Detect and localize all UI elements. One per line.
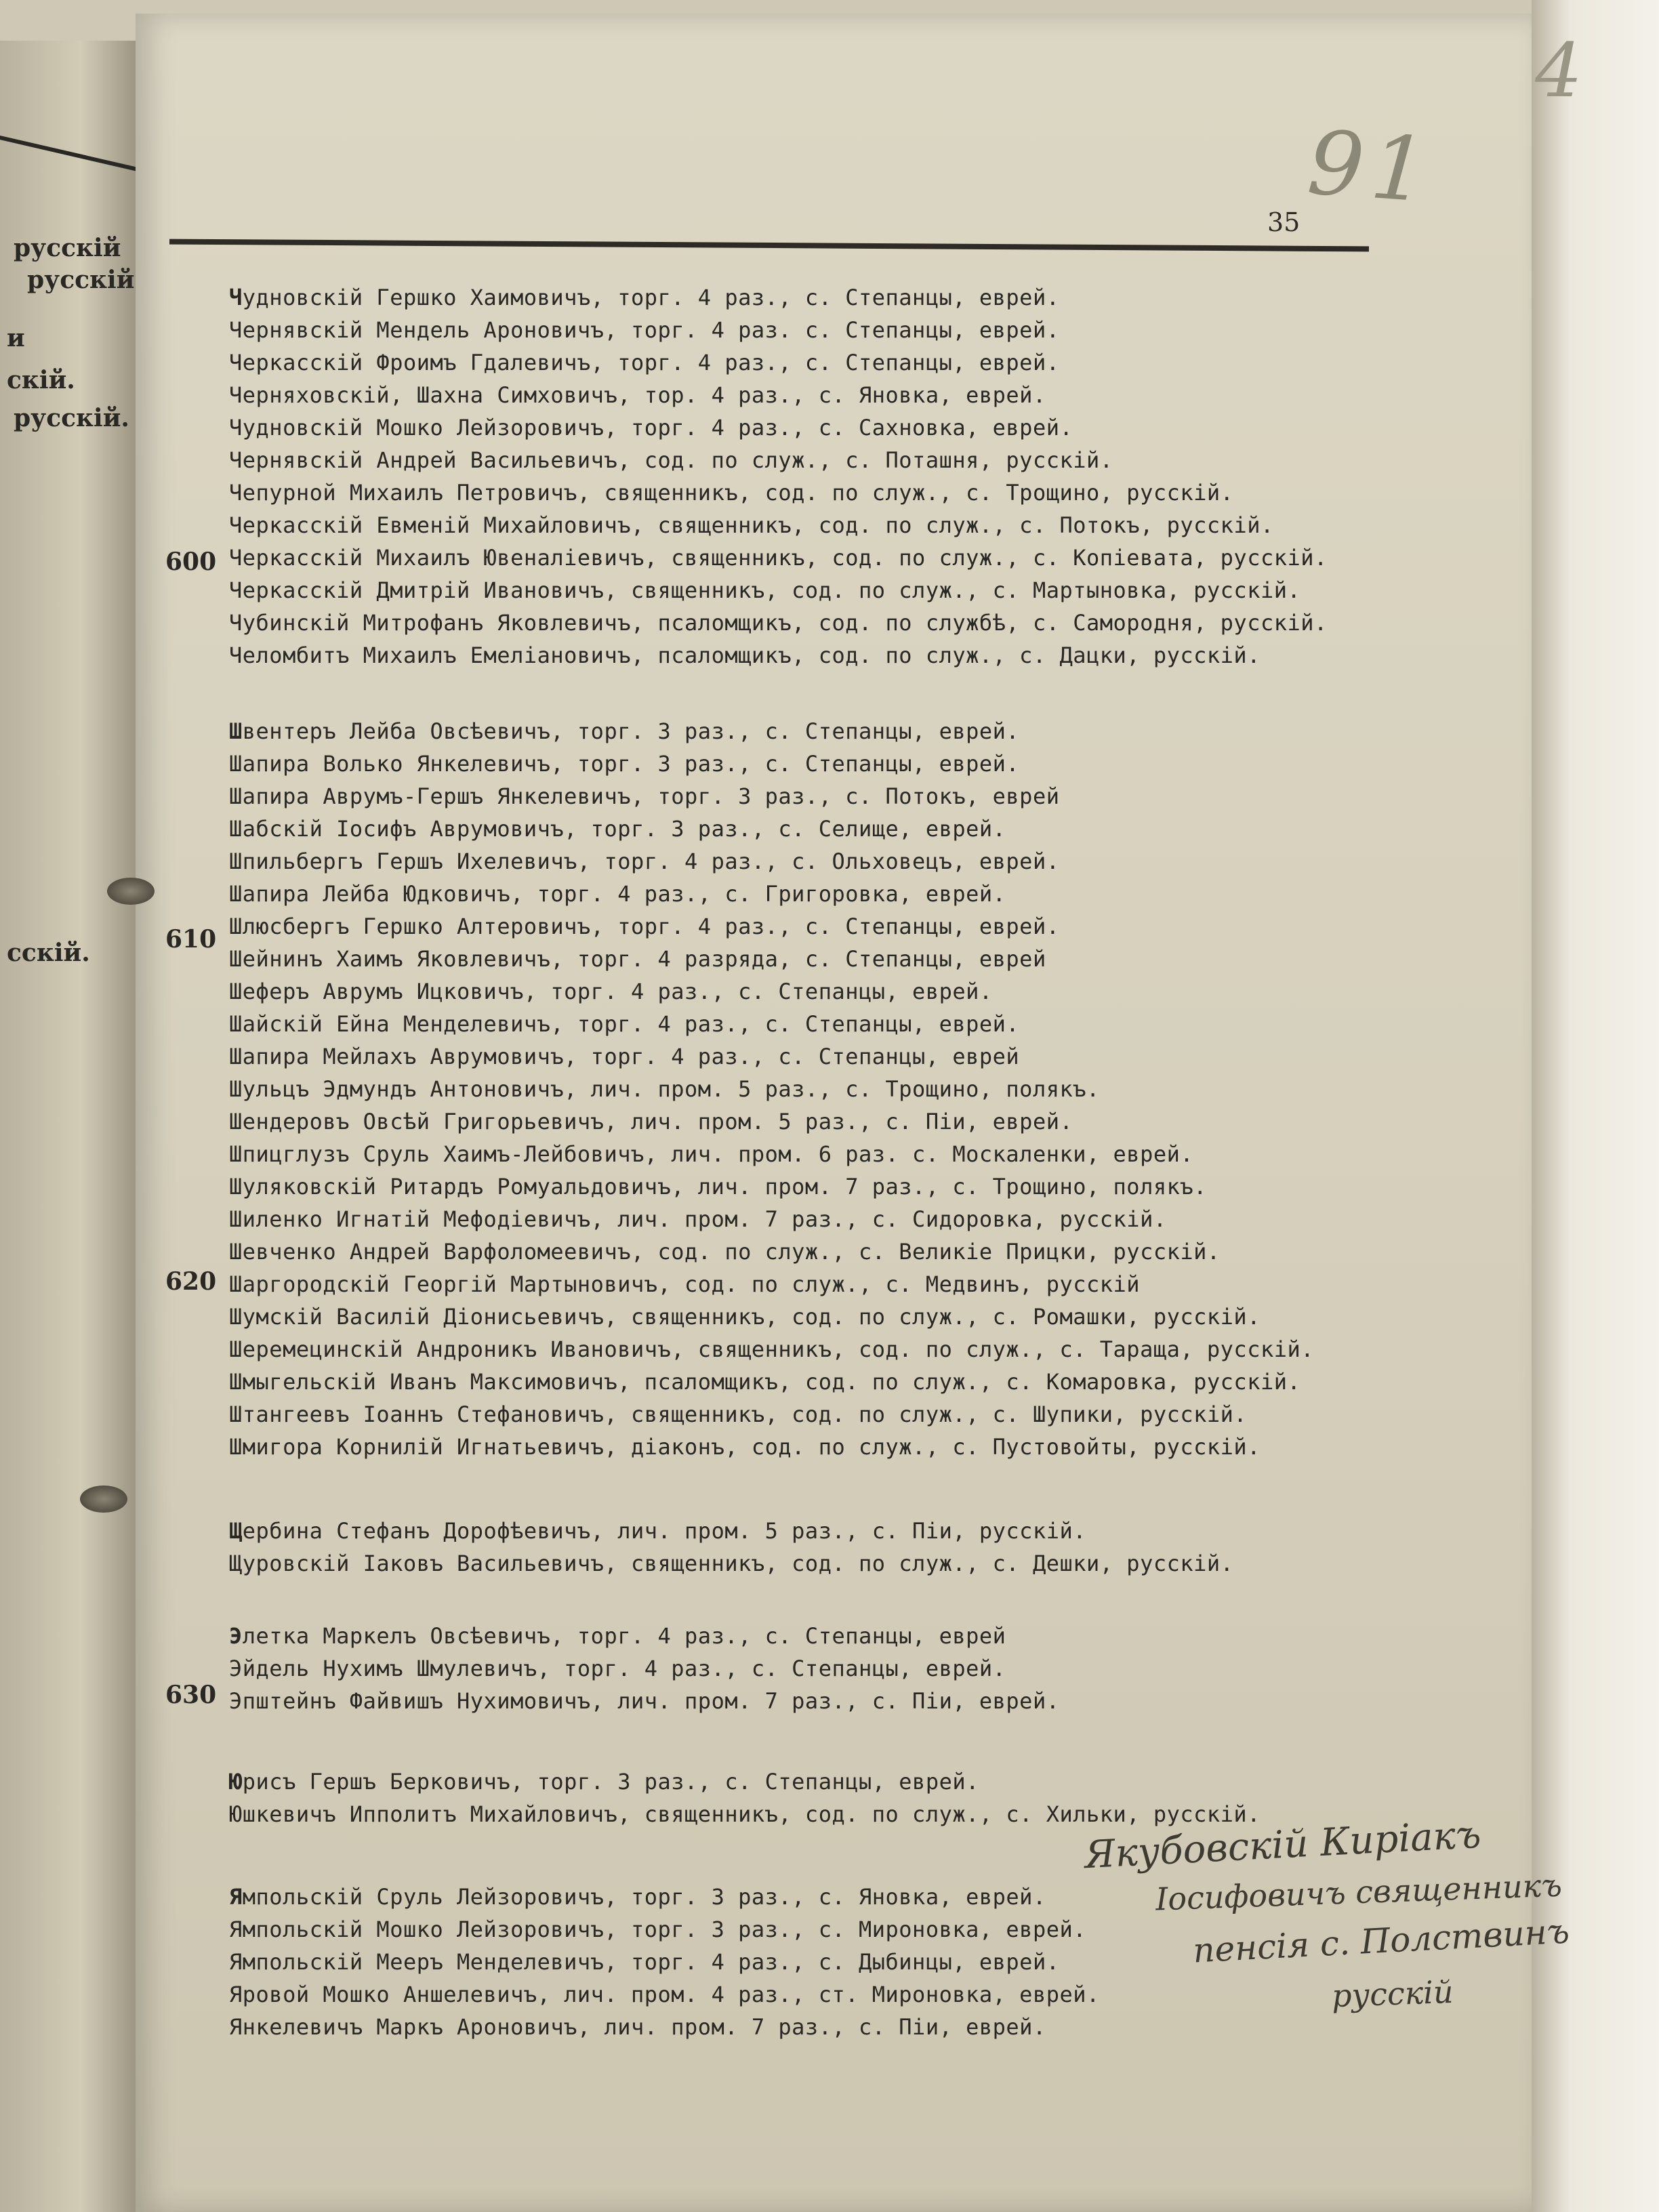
entry-line: [229, 545, 1328, 571]
entry-initial: Щ: [229, 1518, 243, 1544]
facing-page-text: сскій.: [7, 939, 90, 967]
entry-line: [229, 317, 1059, 343]
entry-initial: Э: [229, 1623, 243, 1649]
entry-text: Шеферъ Аврумъ Ицковичъ, торг. 4 раз., с. Степанцы, еврей.: [229, 979, 993, 1004]
entry-text: Чубинскій Митрофанъ Яковлевичъ, псаломщикъ, сод. по службѣ, с. Самородня, русскій.: [229, 610, 1328, 636]
entry-text: Шпицглузъ Сруль Хаимъ-Лейбовичъ, лич. пром. 6 раз. с. Москаленки, еврей.: [229, 1141, 1194, 1167]
entry-line: [229, 1656, 1006, 1681]
entry-line: [229, 1141, 1193, 1167]
line-number: 610: [165, 925, 217, 954]
entry-text: Челомбитъ Михаилъ Емеліановичъ, псаломщикъ, сод. по служ., с. Дацки, русскій.: [229, 642, 1261, 668]
entry-line: [229, 1551, 1233, 1576]
line-number: 600: [165, 548, 217, 576]
line-number: 620: [165, 1267, 217, 1296]
handwritten-note-line: русскій: [1331, 1973, 1454, 2015]
entry-line: [229, 2014, 1046, 2040]
entry-text: Шапира Лейба Юдковичъ, торг. 4 раз., с. Григоровка, еврей.: [229, 881, 1006, 907]
entry-line: [229, 848, 1059, 874]
entry-text: Ямпольскій Мошко Лейзоровичъ, торг. 3 раз., с. Мироновка, еврей.: [229, 1917, 1086, 1942]
entry-text: Шевченко Андрей Варфоломеевичъ, сод. по служ., с. Великіе Прицки, русскій.: [229, 1239, 1221, 1265]
entry-text: летка Маркелъ Овсѣевичъ, торг. 4 раз., с. Степанцы, еврей: [242, 1623, 1006, 1649]
facing-page-text: русскій: [14, 234, 121, 262]
entry-text: Щуровскій Іаковъ Васильевичъ, священникъ, сод. по служ., с. Дешки, русскій.: [229, 1551, 1234, 1576]
entry-line: [229, 751, 1019, 777]
entry-line: [229, 881, 1006, 907]
entry-line: [229, 1982, 1100, 2007]
entry-line: [229, 979, 993, 1004]
entry-text: вентеръ Лейба Овсѣевичъ, торг. 3 раз., с. Степанцы, еврей.: [242, 718, 1020, 744]
entry-line: [229, 447, 1113, 473]
entry-initial: Ю: [229, 1769, 243, 1795]
entry-line: [229, 1076, 1100, 1102]
entry-line: [229, 1401, 1247, 1427]
entry-text: Чудновскій Мошко Лейзоровичъ, торг. 4 раз., с. Сахновка, еврей.: [229, 415, 1073, 441]
corner-mark: 4: [1535, 27, 1582, 114]
entry-line: [229, 1801, 1261, 1827]
entry-text: Шумскій Василій Діонисьевичъ, священникъ, сод. по служ., с. Ромашки, русскій.: [229, 1304, 1261, 1330]
entry-text: Янкелевичъ Маркъ Ароновичъ, лич. пром. 7 раз., с. Піи, еврей.: [229, 2014, 1046, 2040]
entry-line: [229, 1044, 1019, 1069]
entry-line: [229, 816, 1006, 842]
entry-line: [229, 946, 1046, 972]
entry-text: Чепурной Михаилъ Петровичъ, священникъ, сод. по служ., с. Трощино, русскій.: [229, 480, 1234, 506]
entry-line: [229, 285, 1059, 310]
entry-line: [229, 1949, 1059, 1975]
entry-text: Ямпольскій Мееръ Менделевичъ, торг. 4 раз., с. Дыбинцы, еврей.: [229, 1949, 1060, 1975]
entry-text: удновскій Гершко Хаимовичъ, торг. 4 раз., с. Степанцы, еврей.: [242, 285, 1060, 310]
entry-line: [229, 1271, 1140, 1297]
entry-line: [229, 1917, 1086, 1942]
entry-line: [229, 610, 1328, 636]
entry-text: рисъ Гершъ Берковичъ, торг. 3 раз., с. Степанцы, еврей.: [242, 1769, 979, 1795]
entry-text: Шпильбергъ Гершъ Ихелевичъ, торг. 4 раз., с. Ольховецъ, еврей.: [229, 848, 1060, 874]
handwritten-note-line: пенсія с. Полствинъ: [1191, 1911, 1571, 1971]
entry-text: Шапира Волько Янкелевичъ, торг. 3 раз., с. Степанцы, еврей.: [229, 751, 1020, 777]
entry-initial: Ш: [229, 718, 243, 744]
entry-text: Шиленко Игнатій Мефодіевичъ, лич. пром. 7 раз., с. Сидоровка, русскій.: [229, 1206, 1167, 1232]
entry-line: [229, 1769, 979, 1795]
entry-line: [229, 1369, 1300, 1395]
entry-line: [229, 783, 1059, 809]
entry-text: Эйдель Нухимъ Шмулевичъ, торг. 4 раз., с. Степанцы, еврей.: [229, 1656, 1006, 1681]
entry-text: Шайскій Ейна Менделевичъ, торг. 4 раз., с. Степанцы, еврей.: [229, 1011, 1020, 1037]
facing-page-text: русскій.: [14, 404, 129, 432]
entry-line: [229, 1884, 1046, 1910]
entry-text: Шульцъ Эдмундъ Антоновичъ, лич. пром. 5 раз., с. Трощино, полякъ.: [229, 1076, 1100, 1102]
facing-page-text: скій.: [7, 366, 75, 394]
entry-text: Шапира Аврумъ-Гершъ Янкелевичъ, торг. 3 раз., с. Потокъ, еврей: [229, 783, 1060, 809]
entry-text: Шапира Мейлахъ Аврумовичъ, торг. 4 раз., с. Степанцы, еврей: [229, 1044, 1020, 1069]
entry-line: [229, 1336, 1314, 1362]
entry-text: Шлюсбергъ Гершко Алтеровичъ, торг. 4 раз., с. Степанцы, еврей.: [229, 914, 1060, 939]
facing-page-text: русскій: [27, 266, 135, 294]
entry-text: Чернявскій Андрей Васильевичъ, сод. по служ., с. Поташня, русскій.: [229, 447, 1113, 473]
entry-initial: Ч: [229, 285, 243, 310]
entry-text: Черкасскій Дмитрій Ивановичъ, священникъ, сод. по служ., с. Мартыновка, русскій.: [229, 577, 1301, 603]
entry-text: Яровой Мошко Аншелевичъ, лич. пром. 4 раз., ст. Мироновка, еврей.: [229, 1982, 1100, 2007]
facing-page-text: и: [7, 324, 25, 352]
entry-text: Шеремецинскій Андроникъ Ивановичъ, священникъ, сод. по служ., с. Таращa, русскій.: [229, 1336, 1315, 1362]
entry-line: [229, 914, 1059, 939]
entry-line: [229, 415, 1073, 441]
entry-text: ербина Стефанъ Дорофѣевичъ, лич. пром. 5 раз., с. Піи, русскій.: [242, 1518, 1086, 1544]
entry-line: [229, 577, 1300, 603]
entry-line: [229, 1206, 1167, 1232]
entry-line: [229, 1174, 1207, 1200]
entry-line: [229, 1688, 1059, 1714]
entry-text: Шейнинъ Хаимъ Яковлевичъ, торг. 4 разряда, с. Степанцы, еврей: [229, 946, 1046, 972]
entry-text: Юшкевичъ Ипполитъ Михайловичъ, священникъ, сод. по служ., с. Хильки, русскій.: [229, 1801, 1261, 1827]
entry-line: [229, 718, 1019, 744]
entry-text: Штангеевъ Іоаннъ Стефановичъ, священникъ, сод. по служ., с. Шупики, русскій.: [229, 1401, 1248, 1427]
entry-line: [229, 382, 1046, 408]
handwritten-note-line: Іосифовичъ священникъ: [1155, 1866, 1563, 1918]
entry-text: Шаргородскій Георгій Мартыновичъ, сод. по служ., с. Медвинъ, русскій: [229, 1271, 1141, 1297]
entry-line: [229, 1109, 1073, 1134]
entry-line: [229, 1434, 1261, 1460]
handwritten-note-line: Якубовскій Кирiакъ: [1083, 1812, 1482, 1878]
entry-line: [229, 1011, 1019, 1037]
entry-text: мпольскій Сруль Лейзоровичъ, торг. 3 раз., с. Яновка, еврей.: [242, 1884, 1046, 1910]
entry-text: Черкасскій Фроимъ Гдалевичъ, торг. 4 раз., с. Степанцы, еврей.: [229, 350, 1060, 375]
entry-text: Эпштейнъ Файвишъ Нухимовичъ, лич. пром. 7 раз., с. Піи, еврей.: [229, 1688, 1060, 1714]
entry-initial: Я: [229, 1884, 243, 1910]
line-number: 630: [165, 1681, 217, 1709]
entry-line: [229, 642, 1261, 668]
entry-text: Шендеровъ Овсѣй Григорьевичъ, лич. пром. 5 раз., с. Піи, еврей.: [229, 1109, 1073, 1134]
entry-line: [229, 350, 1059, 375]
entry-line: [229, 1304, 1261, 1330]
entry-line: [229, 1518, 1086, 1544]
entry-text: Черняховскій, Шахна Симховичъ, тор. 4 раз., с. Яновка, еврей.: [229, 382, 1046, 408]
entry-text: Шабскій Іосифъ Аврумовичъ, торг. 3 раз., с. Селище, еврей.: [229, 816, 1006, 842]
page-number: 35: [1267, 207, 1300, 237]
entry-text: Шмигора Корнилій Игнатьевичъ, діаконъ, сод. по служ., с. Пустовойты, русскій.: [229, 1434, 1261, 1460]
entry-text: Черкасскій Евменій Михайловичъ, священникъ, сод. по служ., с. Потокъ, русскій.: [229, 512, 1274, 538]
entry-text: Черкасскій Михаилъ Ювеналіевичъ, священникъ, сод. по служ., с. Копіевата, русскій.: [229, 545, 1328, 571]
entry-text: Чернявскій Мендель Ароновичъ, торг. 4 раз. с. Степанцы, еврей.: [229, 317, 1060, 343]
entry-text: Шмыгельскій Иванъ Максимовичъ, псаломщикъ, сод. по служ., с. Комаровка, русскій.: [229, 1369, 1301, 1395]
entry-line: [229, 512, 1274, 538]
handwritten-page-number: 91: [1304, 110, 1437, 223]
entry-text: Шуляковскій Ритардъ Ромуальдовичъ, лич. пром. 7 раз., с. Трощино, полякъ.: [229, 1174, 1207, 1200]
entry-line: [229, 1623, 1006, 1649]
entry-line: [229, 1239, 1221, 1265]
entry-line: [229, 480, 1233, 506]
